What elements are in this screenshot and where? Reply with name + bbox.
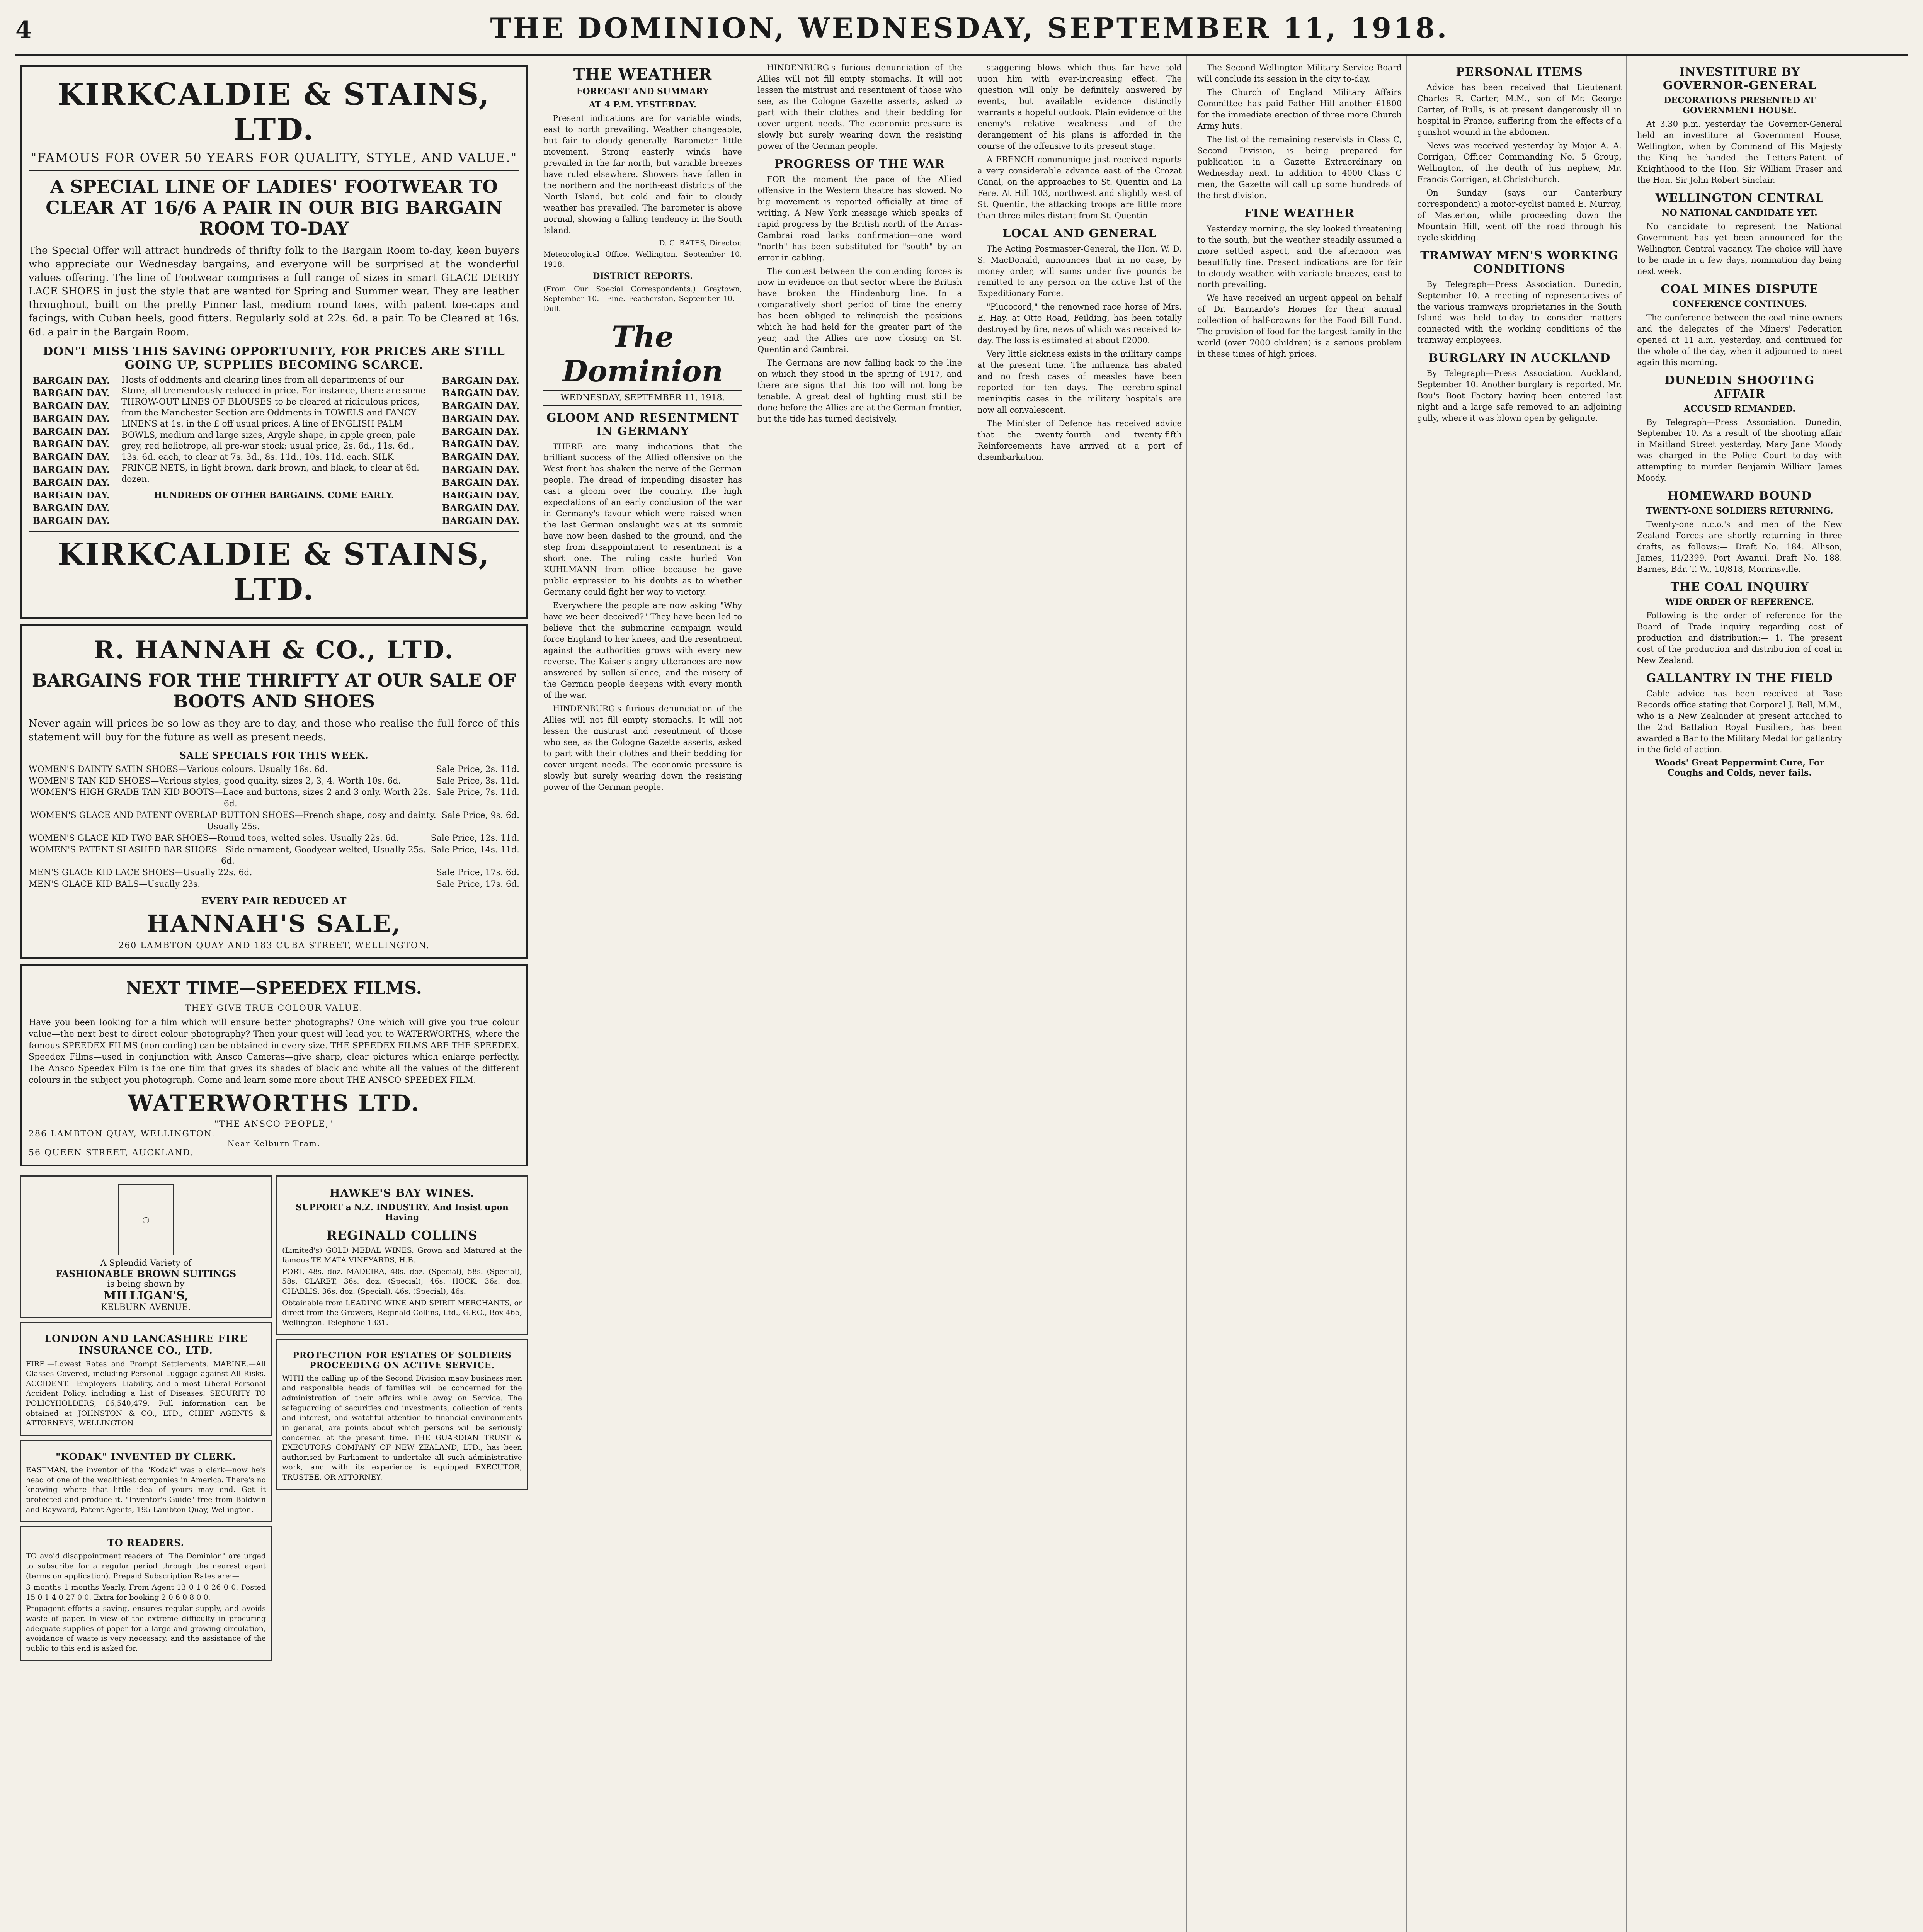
speedex-ad: NEXT TIME—SPEEDEX FILMS. THEY GIVE TRUE COLOUR VALUE. Have you been looking for a film which will ensure better photographs? One which will give you true colour value—the next best to direct colour photography? Then your quest will lead you to WATERWORTHS, where the famous SPEEDEX FILMS (non-curling) can be obtained in every size. THE SPEEDEX FILMS ARE THE SPEEDEX. Speedex Films—used in conjunction with Ansco Cameras—give sharp, clear pictures which enlarge perfectly. The Ansco Speedex Film is the one film that gives its shades of black and white all the values of the different colours in the subject you photograph. Come and learn some more about THE ANSCO SPEEDEX FILM. WATERWORTHS LTD. "THE ANSCO PEOPLE," 286 LAMBTON QUAY, WELLINGTON. Near Kelburn Tram. 56 QUEEN STREET, AUCKLAND. xyxy=(20,964,528,1166)
milligan-ad: ◯ A Splendid Variety of FASHIONABLE BROWN SUITINGS is being shown by MILLIGAN'S, KELBURN AVENUE. xyxy=(20,1175,272,1318)
war-column: HINDENBURG's furious denunciation of the Allies will not fill empty stomachs. It will not lessen the mistrust and resentment of those who see, as the Cologne Gazette asserts, asked to part with their clothes and their bedding for cover urgent needs. The economic pressure is slowly but surely wearing down the resisting power of the German people. PROGRESS OF THE WAR FOR the moment the pace of the Allied offensive in the Western theatre has slowed. No big movement is reported officially at time of writing. A New York message which speaks of rapid progress by the British north of the Arras-Cambrai road lacks confirmation—one word "north" has been substituted for "south" by an error in cabling. The contest between the contending forces is now in evidence on that sector where the British have broken the Hindenburg line. In a comparatively short period of time the enemy has been obliged to relinquish the positions which he had held for the greater part of the year, and the Allies are now closing on St. Quentin and Cambrai. The Germans are now falling back to the line on which they stood in the spring of 1917, and there are signs that this too will not long be tenable. A great deal of fighting must still be done before the Allies are at the German frontier, but the tide has turned decisively. xyxy=(753,56,967,1932)
bargain-text: Hosts of oddments and clearing lines from all departments of our Store, all tremendously reduced in price. For instance, there are some THROW-OUT LINES OF BLOUSES to be cleared at ridiculous prices, from the Manchester Section are Oddments in TOWELS and FANCY LINENS at 1s. in the £ off usual prices. A line of ENGLISH PALM BOWLS, medium and large sizes, Argyle shape, in apple green, pale grey, red heliotrope, all pre-war stock; usual price, 2s. 6d., 11s. 6d., 13s. 6d. each, to clear at 7s. 3d., 8s. 11d., 10s. 11d. each. SILK FRINGE NETS, in light brown, dark brown, and black, to clear at 6d. dozen. xyxy=(121,375,426,484)
progress-title: PROGRESS OF THE WAR xyxy=(774,157,945,171)
list-item: WOMEN'S GLACE KID TWO BAR SHOES—Round toes, welted soles. Usually 22s. 6d. Sale Price, 12s. 11d. xyxy=(29,833,519,843)
kirkcaldie-headline: A SPECIAL LINE OF LADIES' FOOTWEAR TO CLEAR AT 16/6 A PAIR IN OUR BIG BARGAIN ROOM TO-DAY xyxy=(46,176,502,239)
list-item: WOMEN'S DAINTY SATIN SHOES—Various colours. Usually 16s. 6d. Sale Price, 2s. 11d. xyxy=(29,764,519,774)
personal-title: PERSONAL ITEMS xyxy=(1456,65,1583,79)
masthead xyxy=(15,12,1908,56)
list-item: MEN'S GLACE KID BALS—Usually 23s. Sale Price, 17s. 6d. xyxy=(29,879,519,889)
hawkes-bay-ad: HAWKE'S BAY WINES. SUPPORT a N.Z. INDUSTRY. And Insist upon Having REGINALD COLLINS (Limited's) GOLD MEDAL WINES. Grown and Matured at the famous TE MATA VINEYARDS, H.B. PORT, 48s. doz. MADEIRA, 48s. doz. (Special), 58s. (Special), 58s. CLARET, 36s. doz. (Special), 46s. HOCK, 36s. doz. CHABLIS, 36s. doz. (Special), 46s. (Special), 46s. Obtainable from LEADING WINE AND SPIRIT MERCHANTS, or direct from the Growers, Reginald Collins, Ltd., G.P.O., Box 465, Wellington. Telephone 1331. xyxy=(276,1175,528,1335)
lower-ads xyxy=(20,1172,528,1665)
bargain-close: HUNDREDS OF OTHER BARGAINS. COME EARLY. xyxy=(154,490,394,500)
kirkcaldie-ad xyxy=(20,65,528,619)
tramway-title: TRAMWAY MEN'S WORKING CONDITIONS xyxy=(1420,248,1618,276)
speedex-headline: NEXT TIME—SPEEDEX FILMS. xyxy=(126,978,422,998)
gallantry-title: GALLANTRY IN THE FIELD xyxy=(1646,672,1833,685)
kirkcaldie-footer: KIRKCALDIE & STAINS, LTD. xyxy=(58,536,490,607)
list-item: WOMEN'S TAN KID SHOES—Various styles, good quality, sizes 2, 3, 4. Worth 10s. 6d. Sale Price, 3s. 11d. xyxy=(29,776,519,786)
local-column: The Second Wellington Military Service Board will conclude its session in the city to-day. The Church of England Military Affairs Committee has paid Father Hill another £1800 for the immediate erection of three more Church Army huts. The list of the remaining reservists in Class C, Second Division, is being prepared for publication in a Gazette Extraordinary on Wednesday next. In addition to 4000 Class C men, the Gazette will call up some hundreds of the first division. FINE WEATHER Yesterday morning, the sky looked threatening to the south, but the weather steadily assumed a more settled aspect, and the afternoon was beautifully fine. Present indications are for fair to cloudy weather, with variable breezes, east to north prevailing. We have received an urgent appeal on behalf of Dr. Barnardo's Homes for their annual collection of half-crowns for the Food Bill Fund. The provision of food for the largest family in the world (over 7000 children) is a serious problem in these times of high prices. xyxy=(1193,56,1407,1932)
kodak-ad: "KODAK" INVENTED BY CLERK. EASTMAN, the inventor of the "Kodak" was a clerk—now he's head of one of the wealthiest companies in America. There's no knowing where that little idea of yours may end. Get it protected and produce it. "Inventor's Guide" free from Baldwin and Rayward, Patent Agents, 195 Lambton Quay, Wellington. xyxy=(20,1440,272,1522)
suit-illustration: ◯ xyxy=(118,1184,174,1255)
hannah-ad: R. HANNAH & CO., LTD. BARGAINS FOR THE THRIFTY AT OUR SALE OF BOOTS AND SHOES Never again will prices be so low as they are to-day, and those who realise the full force of this statement will buy for the future as well as present needs. SALE SPECIALS FOR THIS WEEK. WOMEN'S DAINTY SATIN SHOES—Various colours. Usually 16s. 6d. Sale Price, 2s. 11d. WOMEN'S TAN KID SHOES—Various styles, good quality, sizes 2, 3, 4. Worth 10s. 6d. Sale Price, 3s. 11d. WOMEN'S HIGH GRADE TAN KID BOOTS—Lace and buttons, sizes 2 and 3 only. Worth 22s. 6d. Sale Price, 7s. 11d. WOMEN'S GLACE AND PATENT OVERLAP BUTTON SHOES—French shape, cosy and dainty. Usually 25s. Sale Price, 9s. 6d. WOMEN'S GLACE KID TWO BAR SHOES—Round toes, welted soles. Usually 22s. 6d. Sale Price, 12s. 11d. WOMEN'S PATENT SLASHED BAR SHOES—Side ornament, Goodyear welted, Usually 25s. 6d. Sale Price, 14s. 11d. MEN'S GLACE KID LACE SHOES—Usually 22s. 6d. Sale Price, 17s. 6d. MEN'S GLACE KID BALS—Usually 23s. Sale Price, 17s. 6d. EVERY PAIR REDUCED AT HANNAH'S SALE, 260 LAMBTON QUAY AND 183 CUBA STREET, WELLINGTON. xyxy=(20,624,528,959)
burglary-title: BURGLARY IN AUCKLAND xyxy=(1428,351,1611,365)
columns xyxy=(15,56,1908,1932)
newspaper-title: THE DOMINION, WEDNESDAY, SEPTEMBER 11, 1918. xyxy=(490,12,1449,44)
homeward-title: HOMEWARD BOUND xyxy=(1668,489,1812,503)
list-item: WOMEN'S PATENT SLASHED BAR SHOES—Side ornament, Goodyear welted, Usually 25s. 6d. Sale Price, 14s. 11d. xyxy=(29,845,519,866)
bargain-block: BARGAIN DAY. BARGAIN DAY. BARGAIN DAY. BARGAIN DAY. BARGAIN DAY. BARGAIN DAY. BARGAIN DAY. BARGAIN DAY. BARGAIN DAY. BARGAIN DAY. BARGAIN DAY. BARGAIN DAY. Hosts of oddments and clearing lines from all departments of our Store, all tremendously reduced in price. For instance, there are some THROW-OUT LINES OF BLOUSES to be cleared at ridiculous prices, from the Manchester Section are Oddments in TOWELS and FANCY LINENS at 1s. in the £ off usual prices. A line of ENGLISH PALM BOWLS, medium and large sizes, Argyle shape, in apple green, pale grey, red heliotrope, all pre-war stock; usual price, 2s. 6d., 11s. 6d., 13s. 6d. each, to clear at 7s. 3d., 8s. 11d., 10s. 11d. each. SILK FRINGE NETS, in light brown, dark brown, and black, to clear at 6d. dozen. HUNDREDS OF OTHER BARGAINS. COME EARLY. BARGAIN DAY. BARGAIN DAY. BARGAIN DAY. BARGAIN DAY. BARGAIN DAY. BARGAIN DAY. BARGAIN DAY. BARGAIN DAY. BARGAIN DAY. BARGAIN DAY. BARGAIN DAY. BARGAIN DAY. xyxy=(32,374,519,526)
hannah-headline: BARGAINS FOR THE THRIFTY AT OUR SALE OF BOOTS AND SHOES xyxy=(32,670,516,712)
dominion-nameplate: The Dominion xyxy=(562,319,723,388)
coal-inquiry-title: THE COAL INQUIRY xyxy=(1670,580,1809,594)
speedex-body: Have you been looking for a film which will ensure better photographs? One which will give you true colour value—the next best to direct colour photography? Then your quest will lead you to WATERWORTHS, where the famous SPEEDEX FILMS (non-curling) can be obtained in every size. THE SPEEDEX FILMS ARE THE SPEEDEX. Speedex Films—used in conjunction with Ansco Cameras—give sharp, clear pictures which enlarge perfectly. The Ansco Speedex Film is the one film that gives its shades of black and white all the values of the different colours in the subject you photograph. Come and learn some more about THE ANSCO SPEEDEX FILM. xyxy=(29,1018,519,1085)
news-column: INVESTITURE BY GOVERNOR-GENERAL DECORATIONS PRESENTED AT GOVERNMENT HOUSE. At 3.30 p.m. yesterday the Governor-General held an investiture at Government House, Wellington, when by Command of His Majesty the King he handed the Letters-Patent of Knighthood to the Hon. Sir William Fraser and the Hon. Sir John Robert Sinclair. WELLINGTON CENTRAL NO NATIONAL CANDIDATE YET. No candidate to represent the National Government has yet been announced for the Wellington Central vacancy. The choice will have to be made in a few days, nomination day being next week. COAL MINES DISPUTE CONFERENCE CONTINUES. The conference between the coal mine owners and the delegates of the Miners' Federation opened at 11 a.m. yesterday, and continued for the whole of the day, when it adjourned to meet again this morning. DUNEDIN SHOOTING AFFAIR ACCUSED REMANDED. By Telegraph—Press Association. Dunedin, September 10. As a result of the shooting affair in Maitland Street yesterday, Mary Jane Moody was charged in the Police Court to-day with attempting to murder Benjamin William James Moody. HOMEWARD BOUND TWENTY-ONE SOLDIERS RETURNING. Twenty-one n.c.o.'s and men of the New Zealand Forces are shortly returning in three drafts, as follows:— Draft No. 184. Allison, James, 11/2399, Port Awanui. Draft No. 188. Barnes, Bdr. T. W., 10/818, Morrinsville. THE COAL INQUIRY WIDE ORDER OF REFERENCE. Following is the order of reference for the Board of Trade inquiry regarding cost of production and distribution:— 1. The present cost of the production and distribution of coal in New Zealand. GALLANTRY IN THE FIELD Cable advice has been received at Base Records office stating that Corporal J. Bell, M.M., who is a New Zealander at present attached to the 2nd Battalion Royal Fusiliers, has been awarded a Bar to the Military Medal for gallantry in the field of action. Woods' Great Peppermint Cure, For Coughs and Colds, never fails. xyxy=(1637,65,1842,778)
war-continued-column: staggering blows which thus far have told upon him with ever-increasing effect. The question will only be definitely answered by events, but available evidence distinctly warrants a hopeful outlook. Plain evidence of the enemy's relative weakness and of the derangement of his plans is afforded in the course of the offensive to its present stage. A FRENCH communique just received reports a very considerable advance east of the Crozat Canal, on the approaches to St. Quentin and La Fere. At Hill 103, northwest and slightly west of St. Quentin, the attacking troops are little more than three miles distant from St. Quentin. LOCAL AND GENERAL The Acting Postmaster-General, the Hon. W. D. S. MacDonald, announces that in no case, by money order, will sums under five pounds be remitted to any person on the active list of the Expeditionary Force. "Plucocord," the renowned race horse of Mrs. E. Hay, at Otto Road, Feilding, has been totally destroyed by fire, news of which was received to-day. The loss is estimated at about £2000. Very little sickness exists in the military camps at the present time. The influenza has abated and no fresh cases of measles have been reported for ten days. The cerebro-spinal meningitis cases in the military hospitals are now all convalescent. The Minister of Defence has received advice that the twenty-fourth and twenty-fifth Reinforcements have arrived at a port of disembarkation. xyxy=(973,56,1187,1932)
coal-title: COAL MINES DISPUTE xyxy=(1661,282,1819,296)
waterworths-name: WATERWORTHS LTD. xyxy=(128,1090,420,1116)
investiture-title: INVESTITURE BY GOVERNOR-GENERAL xyxy=(1663,65,1817,92)
readers-notice: TO READERS. TO avoid disappointment readers of "The Dominion" are urged to subscribe for a regular period through the nearest agent (terms on application). Prepaid Subscription Rates are:— 3 months 1 months Yearly. From Agent 13 0 1 0 26 0 0. Posted 15 0 1 4 0 27 0 0. Extra for booking 2 0 6 0 8 0 0. Propagent efforts a saving, ensures regular supply, and avoids waste of paper. In view of the extreme difficulty in procuring adequate supplies of paper for a large and growing circulation, avoidance of waste is very necessary, and the assistance of the public to this end is asked for. xyxy=(20,1526,272,1661)
hannah-address: 260 LAMBTON QUAY AND 183 CUBA STREET, WELLINGTON. xyxy=(118,941,430,951)
editorial-column: THE WEATHER FORECAST AND SUMMARY AT 4 P.M. YESTERDAY. Present indications are for variable winds, east to north prevailing. Weather changeable, but fair to cloudy generally. Barometer little movement. Strong easterly winds have prevailed in the far north, but variable breezes have ruled elsewhere. Showers have fallen in the northern and the north-east districts of the North Island, but cold and fair to cloudy weather has prevailed. The barometer is above normal, showing a falling tendency in the South Island. D. C. BATES, Director. Meteorological Office, Wellington, September 10, 1918. DISTRICT REPORTS. (From Our Special Correspondents.) Greytown, September 10.—Fine. Featherston, September 10.—Dull. The Dominion WEDNESDAY, SEPTEMBER 11, 1918. GLOOM AND RESENTMENT IN GERMANY THERE are many indications that the brilliant success of the Allied offensive on the West front has shaken the nerve of the German people. The dread of impending disaster has cast a gloom over the country. The high expectations of an early conclusion of the war in Germany's favour which were raised when the last German onslaught was at its summit have now been dashed to the ground, and the step from disappointment to resentment is a short one. The ruling caste hurled Von KUHLMANN from office because he gave public expression to his doubts as to whether Germany could fight her way to victory. Everywhere the people are now asking "Why have we been deceived?" They have been led to believe that the submarine campaign would force England to her knees, and the resentment against the authorities grows with every new reverse. The Kaiser's angry utterances are now answered by sullen silence, and the misery of the German people deepens with every month of the war. HINDENBURG's furious denunciation of the Allies will not fill empty stomachs. It will not lessen the mistrust and resentment of those who see, as the Cologne Gazette asserts, asked to part with their clothes and their bedding for cover urgent needs. The economic pressure is slowly but surely wearing down the resisting power of the German people. xyxy=(539,56,747,1932)
weather-title: THE WEATHER xyxy=(573,65,712,83)
hannah-items xyxy=(29,764,519,890)
list-item: WOMEN'S GLACE AND PATENT OVERLAP BUTTON SHOES—French shape, cosy and dainty. Usually 25s. Sale Price, 9s. 6d. xyxy=(30,810,519,832)
list-item: MEN'S GLACE KID LACE SHOES—Usually 22s. 6d. Sale Price, 17s. 6d. xyxy=(29,868,519,878)
local-title: LOCAL AND GENERAL xyxy=(1002,226,1157,240)
hannah-intro: Never again will prices be so low as they are to-day, and those who realise the full force of this statement will buy for the future as well as present needs. xyxy=(29,718,519,743)
kirkcaldie-name: KIRKCALDIE & STAINS, LTD. xyxy=(58,77,490,147)
kirkcaldie-intro: The Special Offer will attract hundreds of thrifty folk to the Bargain Room to-day, keen buyers who appreciate our Wednesday bargains, and everyone will be surprised at the wonderful values offering. The line of Footwear comprises a full range of sizes in smart GLACE DERBY LACE SHOES in just the style that are wanted for Spring and Summer wear. They are leather throughout, built on the pretty Pinner last, medium round toes, with patent toe-caps and facings, with Cuban heels, good fitters. Regularly sold at 22s. 6d. a pair. To be Cleared at 16s. 6d. a pair in the Bargain Room. xyxy=(29,245,519,338)
gloom-title: GLOOM AND RESENTMENT IN GERMANY xyxy=(546,411,739,438)
hannah-sale: HANNAH'S SALE, xyxy=(146,910,402,938)
fine-weather-title: FINE WEATHER xyxy=(1244,206,1355,220)
dunedin-title: DUNEDIN SHOOTING AFFAIR xyxy=(1664,373,1815,401)
page-number: 4 xyxy=(15,17,32,44)
central-title: WELLINGTON CENTRAL xyxy=(1655,191,1824,205)
guardian-trust-ad: PROTECTION FOR ESTATES OF SOLDIERS PROCEEDING ON ACTIVE SERVICE. WITH the calling up of the Second Division many business men and responsible heads of families will be concerned for the administration of their affairs while away on Service. The safeguarding of securities and investments, collection of rents and interest, and watchful attention to financial environments in general, are points about which persons will be seriously concerned at the present time. THE GUARDIAN TRUST & EXECUTORS COMPANY OF NEW ZEALAND, LTD., has been authorised by Parliament to undertake all such administrative work, and with its experience is equipped EXECUTOR, TRUSTEE, OR ATTORNEY. xyxy=(276,1339,528,1490)
personal-column: PERSONAL ITEMS Advice has been received that Lieutenant Charles R. Carter, M.M., son of Mr. George Carter, of Bulls, is at present dangerously ill in hospital in France, suffering from the effects of a gunshot wound in the abdomen. News was received yesterday by Major A. A. Corrigan, Officer Commanding No. 5 Group, Wellington, of the death of his nephew, Mr. Francis Corrigan, at Christchurch. On Sunday (says our Canterbury correspondent) a motor-cyclist named E. Murray, of Masterton, while proceeding down the Mountain Hill, went off the road through his cycle skidding. TRAMWAY MEN'S WORKING CONDITIONS By Telegraph—Press Association. Dunedin, September 10. A meeting of representatives of the various tramways proprietaries in the South Island was held to-day to consider matters connected with the working conditions of the tramway employees. BURGLARY IN AUCKLAND By Telegraph—Press Association. Auckland, September 10. Another burglary is reported, Mr. Bou's Boot Factory having been entered last night and a large safe removed to an adjoining gully, where it was blown open by gelignite. xyxy=(1412,56,1627,1932)
kirkcaldie-warning: DON'T MISS THIS SAVING OPPORTUNITY, FOR PRICES ARE STILL GOING UP, SUPPLIES BECOMING SCARCE. xyxy=(43,344,505,372)
list-item: WOMEN'S HIGH GRADE TAN KID BOOTS—Lace and buttons, sizes 2 and 3 only. Worth 22s. 6d. Sale Price, 7s. 11d. xyxy=(30,787,519,809)
weather-body: Present indications are for variable winds, east to north prevailing. Weather changeable, but fair to cloudy generally. Barometer little movement. Strong easterly winds have prevailed in the far north, but variable breezes have ruled elsewhere. Showers have fallen in the northern and the north-east districts of the North Island, but cold and fair to cloudy weather has prevailed. The barometer is above normal, showing a falling tendency in the South Island. xyxy=(543,114,742,235)
hannah-section: SALE SPECIALS FOR THIS WEEK. xyxy=(179,749,369,761)
london-ad: LONDON AND LANCASHIRE FIRE INSURANCE CO., LTD. FIRE.—Lowest Rates and Prompt Settlements. MARINE.—All Classes Covered, including Personal Luggage against All Risks. ACCIDENT.—Employers' Liability, and a most Liberal Personal Accident Policy, including a List of Diseases. SECURITY TO POLICYHOLDERS, £6,540,479. Full information can be obtained at JOHNSTON & CO., LTD., CHIEF AGENTS & ATTORNEYS, WELLINGTON. xyxy=(20,1322,272,1436)
hannah-name: R. HANNAH & CO., LTD. xyxy=(94,635,454,665)
ads-column xyxy=(15,56,533,1932)
kirkcaldie-tagline: "FAMOUS FOR OVER 50 YEARS FOR QUALITY, STYLE, AND VALUE." xyxy=(31,150,517,165)
woods-ad: Woods' Great Peppermint Cure, For Coughs and Colds, never fails. xyxy=(1655,757,1824,778)
dominion-dateline: WEDNESDAY, SEPTEMBER 11, 1918. xyxy=(543,390,742,406)
